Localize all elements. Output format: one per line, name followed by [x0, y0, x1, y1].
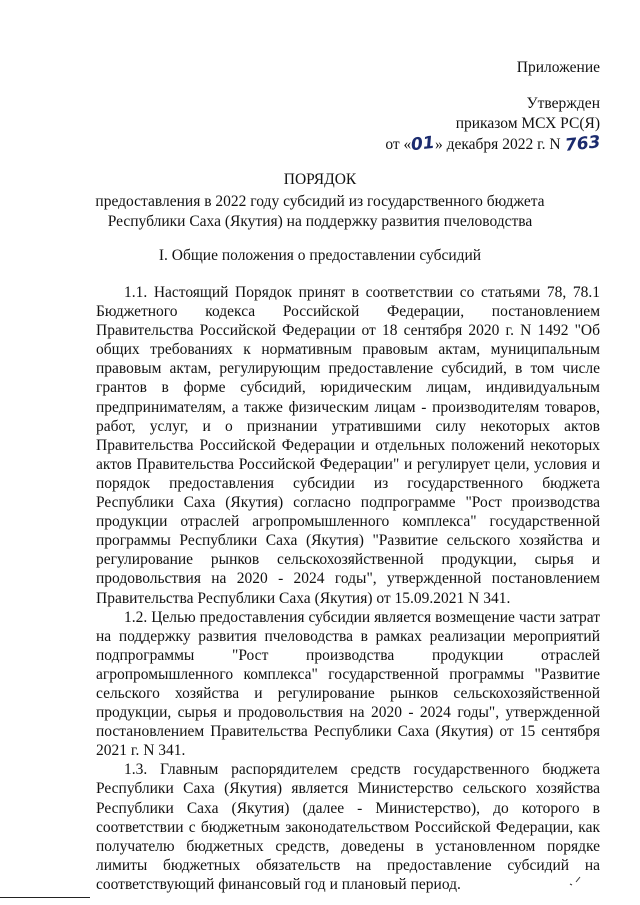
- appendix-label: [517, 58, 600, 78]
- pen-mark-icon: [568, 876, 582, 886]
- order-date-line: [385, 134, 600, 155]
- body-text: [96, 283, 600, 894]
- document-subtitle: [0, 192, 640, 232]
- approval-block: [385, 94, 600, 155]
- date-prefix: от «: [385, 136, 412, 153]
- appendix-text: Приложение: [516, 59, 600, 76]
- order-reference: приказом МСХ РС(Я): [455, 115, 600, 132]
- handwritten-day: 01: [410, 132, 436, 156]
- handwritten-order-number: 763: [563, 132, 601, 156]
- date-middle: » декабря 2022 г. N: [434, 136, 565, 153]
- paragraph-1-3: 1.3. Главным распорядителем средств государственного бюджета Республики Саха (Якутия) является Министерство сельского хозяйства Республики Саха (Якутия) (далее - Министерство), до которого в соответствии с бюджетным законодательством Российской Федерации, как получателю бюджетных средств, доведены в установленном порядке лимиты бюджетных обязательств на предоставление субсидий на соответствующий финансовый год и плановый период.: [96, 761, 600, 893]
- paragraph-1-1: 1.1. Настоящий Порядок принят в соответствии со статьями 78, 78.1 Бюджетного кодекса Российской Федерации, постановлением Правительства Российской Федерации от 18 сентября 2020 г. N 1492 "Об общих требованиях к нормативным правовым актам, муниципальным правовым актам, регулирующим предоставление субсидий, в том числе грантов в форме субсидий, юридическим лицам, индивидуальным предпринимателям, а также физическим лицам - производителям товаров, работ, услуг, и о признании утратившими силу некоторых актов Правительства Российской Федерации и отдельных положений некоторых актов Правительства Российской Федерации" и регулирует цели, условия и порядок предоставления субсидии из государственного бюджета Республики Саха (Якутия) согласно подпрограмме "Рост производства продукции отраслей агропромышленного комплекса" государственной программы Республики Саха (Якутия) "Развитие сельского хозяйства и регулирование рынков сельскохозяйственной продукции, сырья и продовольствия на 2020 - 2024 годы", утвержденной постановлением Правительства Республики Саха (Якутия) от 15.09.2021 N 341.: [96, 284, 600, 607]
- footer-rule: [0, 897, 90, 898]
- subtitle-line-2: Республики Саха (Якутия) на поддержку развития пчеловодства: [107, 213, 533, 230]
- approved-label: Утвержден: [526, 95, 600, 112]
- section-heading: I. Общие положения о предоставлении субсидий: [158, 247, 482, 264]
- document-title: ПОРЯДОК: [283, 171, 357, 188]
- paragraph-1-2: 1.2. Целью предоставления субсидии является возмещение части затрат на поддержку развития пчеловодства в рамках реализации мероприятий подпрограммы "Рост производства продукции отраслей агропромышленного комплекса" государственной программы "Развитие сельского хозяйства и регулирование рынков сельскохозяйственной продукции, сырья и продовольствия на 2020 - 2024 годы", утвержденной постановлением Правительства Республики Саха (Якутия) от 15 сентября 2021 г. N 341.: [96, 608, 600, 760]
- subtitle-line-1: предоставления в 2022 году субсидий из государственного бюджета: [95, 193, 545, 210]
